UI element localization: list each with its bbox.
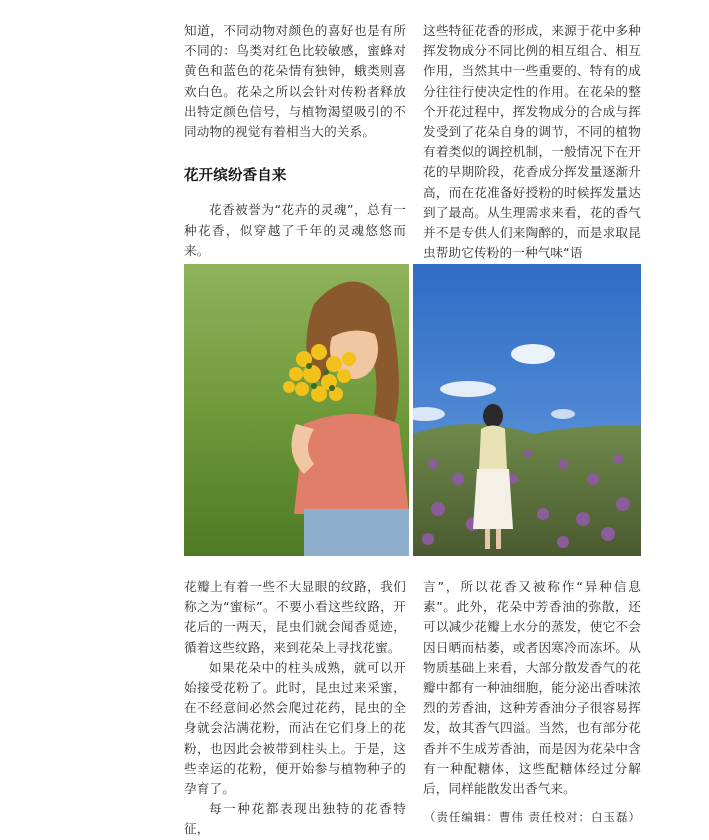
paragraph: 每一种花都表现出独特的花香特征， [184,801,406,837]
paragraph: 如果花朵中的柱头成熟，就可以开始接受花粉了。此时，昆虫过来采蜜，在不经意间必然会爬过花药，昆虫的全身就会沾满花粉，而沾在它们身上的花粉，也因此会被带到柱头上。于是，这些幸运的花粉，便开始参与植物种子的孕育了。 [184,659,406,797]
article-column-bottom-right [423,577,641,827]
paragraph: 言”，所以花香又被称作“异种信息素”。此外，花朵中芳香油的弥散，还可以减少花瓣上水分的蒸发，使它不会因日晒而枯萎，或者因寒冷而冻坏。从物质基础上来看，大部分散发香气的花瓣中都有一种油细胞，能分泌出香味浓烈的芳香油，这种芳香油分子很容易挥发，故其香气四溢。当然，也有部分花香并不生成芳香油，而是因为花朵中含有一种配糖体，这些配糖体经过分解后，同样能散发出香气来。 [423,579,641,797]
paragraph: 这些特征花香的形成，来源于花中多种挥发物成分不同比例的相互组合、相互作用，当然其中一些重要的、特有的成分往往行使决定性的作用。在花朵的整个开花过程中，挥发物成分的合成与挥发受到了花朵自身的调节，不同的植物有着类似的调控机制，一般情况下在开花的早期阶段，花香成分挥发量逐渐升高，而在花准备好授粉的时候挥发量达到了最高。从生理需求来看，花的香气并不是专供人们来陶醉的，而是求取昆虫帮助它传粉的一种气味“语 [423,23,641,261]
photo-field-illustration [413,264,641,556]
editor-credits: （责任编辑：曹伟 责任校对：白玉磊） [423,810,641,825]
section-heading: 花开缤纷香自来 [184,168,287,185]
paragraph: 花香被誉为“花卉的灵魂”，总有一种花香，似穿越了千年的灵魂悠悠而来。 [184,202,406,258]
article-column-top-left [184,21,406,261]
article-column-bottom-left [184,577,406,840]
photo-girl-in-lavender-field [413,264,641,556]
paragraph: 知道，不同动物对颜色的喜好也是有所不同的：鸟类对红色比较敏感，蜜蜂对黄色和蓝色的花朵情有独钟，蛾类则喜欢白色。花朵之所以会针对传粉者释放出特定颜色信号，与植物渴望吸引的不同动物的视觉有着相当大的关系。 [184,23,406,140]
photo-girl-with-yellow-flowers [184,264,409,556]
paragraph: 花瓣上有着一些不大显眼的纹路，我们称之为“蜜标”。不要小看这些纹路，开花后的一两天，昆虫们就会闻香觅迹，循着这些纹路，来到花朵上寻找花蜜。 [184,579,406,655]
photo-girl-illustration [184,264,409,556]
article-column-top-right [423,21,641,263]
